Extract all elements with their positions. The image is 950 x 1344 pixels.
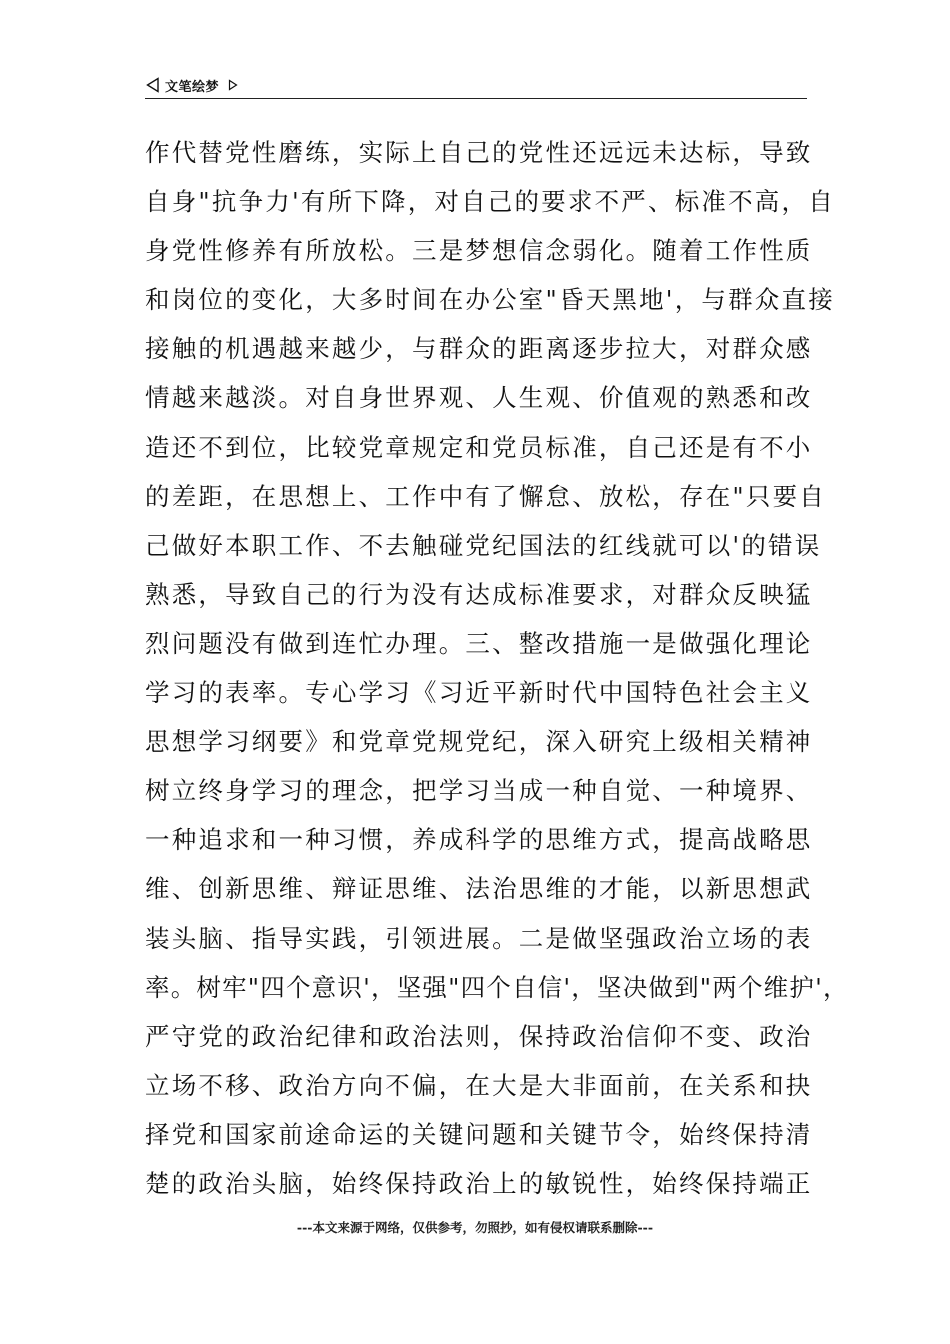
text-line: 树立终身学习的理念，把学习当成一种自觉、一种境界、 bbox=[145, 776, 813, 806]
text-line: 择党和国家前途命运的关键问题和关键节令，始终保持清 bbox=[145, 1119, 813, 1149]
text-line: 造还不到位，比较党章规定和党员标准，自己还是有不小 bbox=[145, 432, 813, 462]
text-line: 身党性修养有所放松。三是梦想信念弱化。随着工作性质 bbox=[145, 236, 813, 266]
text-line: 学习的表率。专心学习《习近平新时代中国特色社会主义 bbox=[145, 678, 813, 708]
text-line: 的差距，在思想上、工作中有了懈怠、放松，存在"只要自 bbox=[145, 481, 826, 511]
text-line: 思想学习纲要》和党章党规党纪，深入研究上级相关精神 bbox=[145, 727, 813, 757]
text-line: 己做好本职工作、不去触碰党纪国法的红线就可以'的错误 bbox=[145, 530, 822, 560]
triangle-right-outline-icon bbox=[225, 75, 241, 95]
text-line: 熟悉，导致自己的行为没有达成标准要求，对群众反映猛 bbox=[145, 579, 813, 609]
footer-disclaimer: ---本文来源于网络，仅供参考，勿照抄，如有侵权请联系删除--- bbox=[296, 1220, 654, 1235]
text-line: 一种追求和一种习惯，养成科学的思维方式，提高战略思 bbox=[145, 825, 813, 855]
page-header bbox=[145, 72, 807, 99]
text-line: 率。树牢"四个意识'，坚强"四个自信'，坚决做到"两个维护'， bbox=[145, 972, 849, 1002]
text-line: 情越来越淡。对自身世界观、人生观、价值观的熟悉和改 bbox=[145, 383, 813, 413]
text-line: 烈问题没有做到连忙办理。三、整改措施一是做强化理论 bbox=[145, 628, 813, 658]
text-line: 立场不移、政治方向不偏，在大是大非面前，在关系和抉 bbox=[145, 1070, 813, 1100]
text-line: 接触的机遇越来越少，与群众的距离逐步拉大，对群众感 bbox=[145, 334, 813, 364]
text-line: 自身"抗争力'有所下降，对自己的要求不严、标准不高，自 bbox=[145, 187, 835, 217]
triangle-left-outline-icon bbox=[145, 75, 161, 95]
text-line: 和岗位的变化，大多时间在办公室"昏天黑地'，与群众直接 bbox=[145, 285, 835, 315]
header-title: 文笔绘梦 bbox=[165, 79, 220, 95]
text-line: 维、创新思维、辩证思维、法治思维的才能，以新思想武 bbox=[145, 874, 813, 904]
text-line: 装头脑、指导实践，引领进展。二是做坚强政治立场的表 bbox=[145, 923, 813, 953]
text-line: 楚的政治头脑，始终保持政治上的敏锐性，始终保持端正 bbox=[145, 1168, 813, 1198]
text-line: 严守党的政治纪律和政治法则，保持政治信仰不变、政治 bbox=[145, 1021, 813, 1051]
document-body bbox=[145, 128, 849, 1208]
text-line: 作代替党性磨练，实际上自己的党性还远远未达标，导致 bbox=[145, 138, 813, 167]
